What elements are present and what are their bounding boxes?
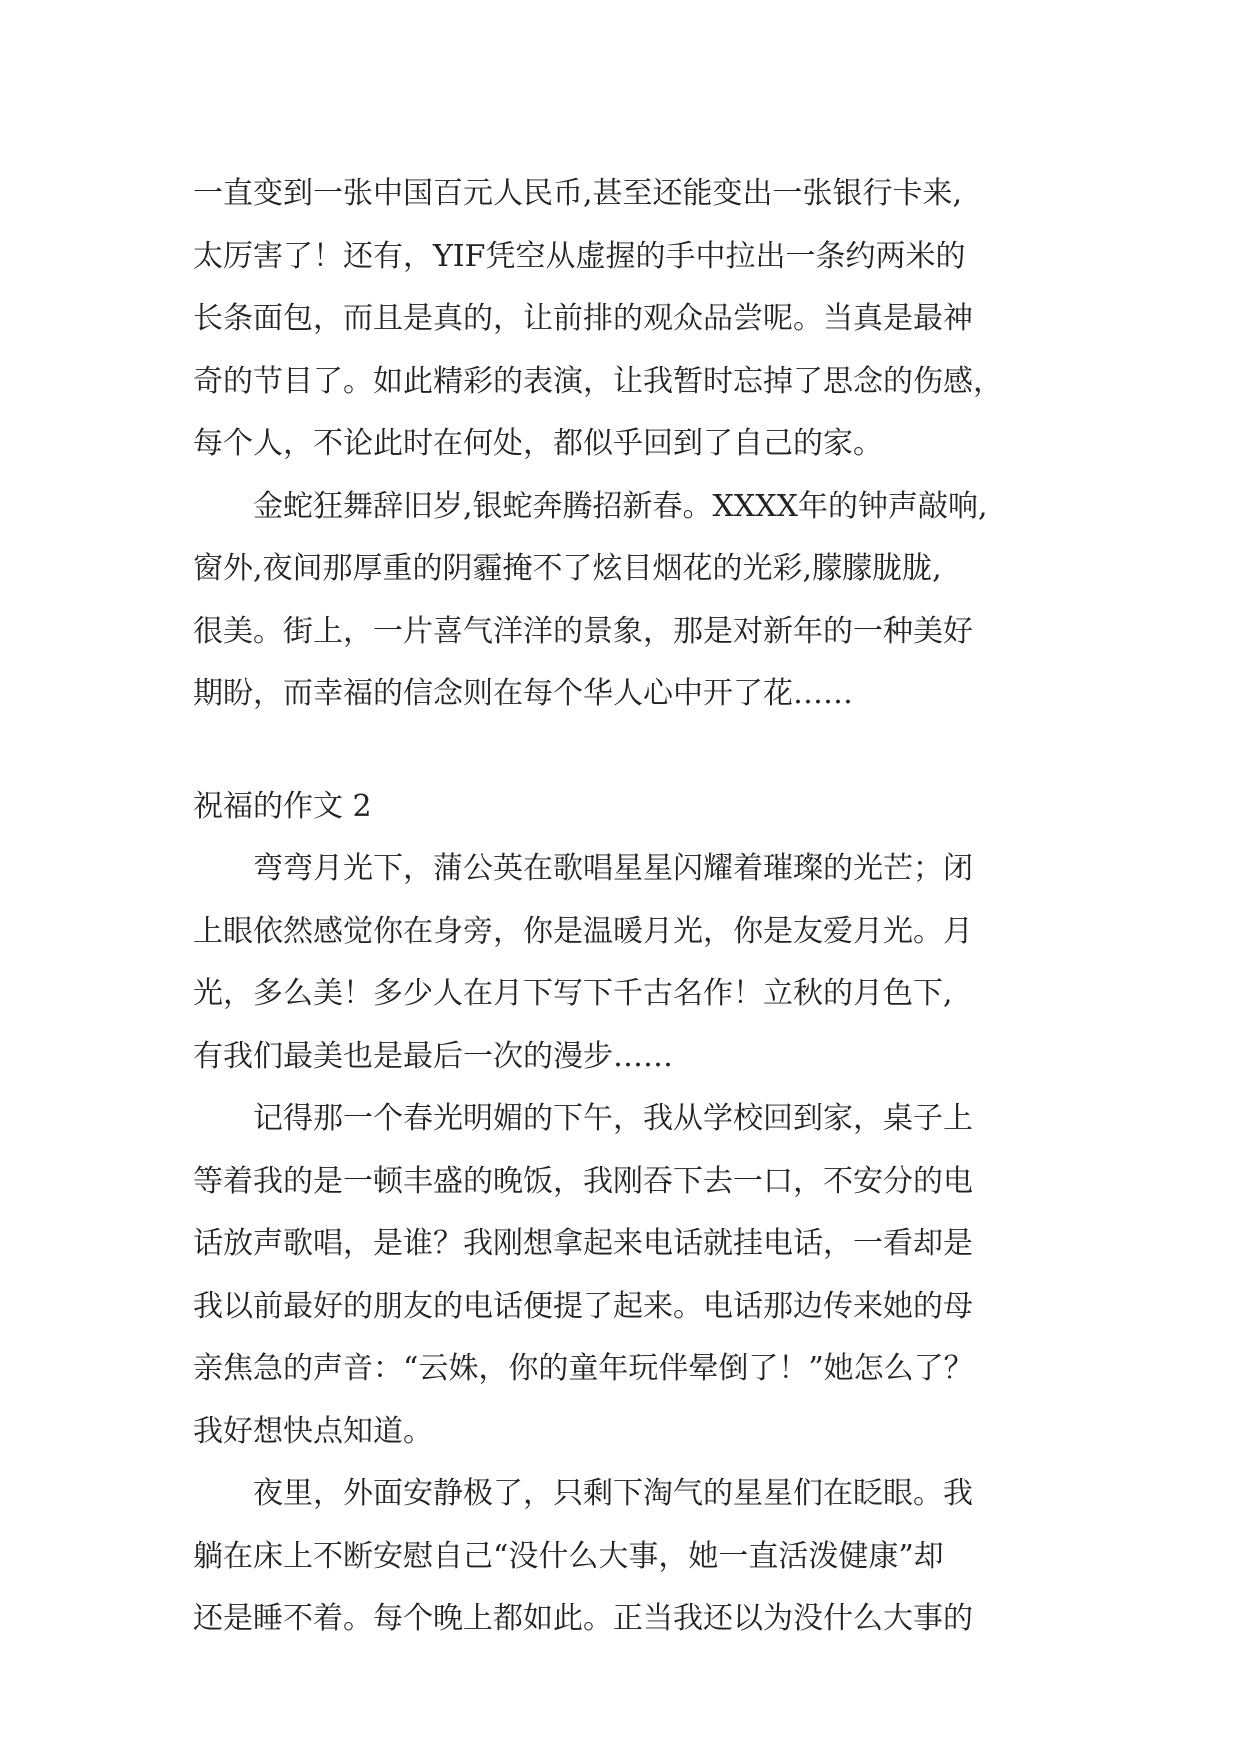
text-line: 弯弯月光下，蒲公英在歌唱星星闪耀着璀璨的光芒；闭 — [253, 851, 973, 886]
paragraph-night — [193, 1463, 1073, 1651]
text-line: 亲焦急的声音：“云姝，你的童年玩伴晕倒了！”她怎么了？ — [193, 1351, 974, 1386]
text-line: 夜里，外面安静极了，只剩下淘气的星星们在眨眼。我 — [253, 1476, 973, 1511]
section-gap — [193, 726, 1073, 776]
text-line: 一直变到一张中国百元人民币,甚至还能变出一张银行卡来, — [193, 176, 963, 211]
text-line: 太厉害了！还有，YIF凭空从虚握的手中拉出一条约两米的 — [193, 238, 966, 274]
text-line: 窗外,夜间那厚重的阴霾掩不了炫目烟花的光彩,朦朦胧胧, — [193, 551, 942, 586]
text-line: 金蛇狂舞辞旧岁,银蛇奔腾招新春。XXXX年的钟声敲响, — [253, 488, 988, 524]
text-line: 奇的节目了。如此精彩的表演，让我暂时忘掉了思念的伤感， — [193, 363, 1003, 399]
paragraph-phone-call — [193, 1088, 1073, 1463]
text-line: 还是睡不着。每个晚上都如此。正当我还以为没什么大事的 — [193, 1601, 973, 1636]
text-line: 有我们最美也是最后一次的漫步…… — [193, 1038, 673, 1074]
paragraph-continued — [193, 163, 1073, 476]
section-title — [193, 776, 1073, 839]
text-line: 期盼，而幸福的信念则在每个华人心中开了花…… — [193, 676, 853, 711]
text-line: 很美。街上，一片喜气洋洋的景象，那是对新年的一种美好 — [193, 613, 973, 649]
text-line: 我以前最好的朋友的电话便提了起来。电话那边传来她的母 — [193, 1288, 973, 1324]
text-line: 记得那一个春光明媚的下午，我从学校回到家，桌子上 — [253, 1101, 973, 1136]
text-line: 长条面包，而且是真的，让前排的观众品尝呢。当真是最神 — [193, 301, 973, 336]
text-line: 光，多么美！多少人在月下写下千古名作！立秋的月色下, — [193, 976, 953, 1011]
text-line: 我好想快点知道。 — [193, 1413, 433, 1449]
paragraph-new-year — [193, 476, 1073, 726]
section-title-text: 祝福的作文 2 — [193, 788, 372, 824]
document-page — [193, 163, 1073, 1651]
text-line: 上眼依然感觉你在身旁，你是温暖月光，你是友爱月光。月 — [193, 913, 973, 949]
text-line: 等着我的是一顿丰盛的晚饭，我刚吞下去一口，不安分的电 — [193, 1163, 973, 1199]
text-line: 每个人，不论此时在何处，都似乎回到了自己的家。 — [193, 426, 883, 461]
text-line: 躺在床上不断安慰自己“没什么大事，她一直活泼健康”却 — [193, 1538, 944, 1574]
paragraph-moonlight — [193, 838, 1073, 1088]
text-line: 话放声歌唱，是谁？我刚想拿起来电话就挂电话，一看却是 — [193, 1226, 973, 1261]
